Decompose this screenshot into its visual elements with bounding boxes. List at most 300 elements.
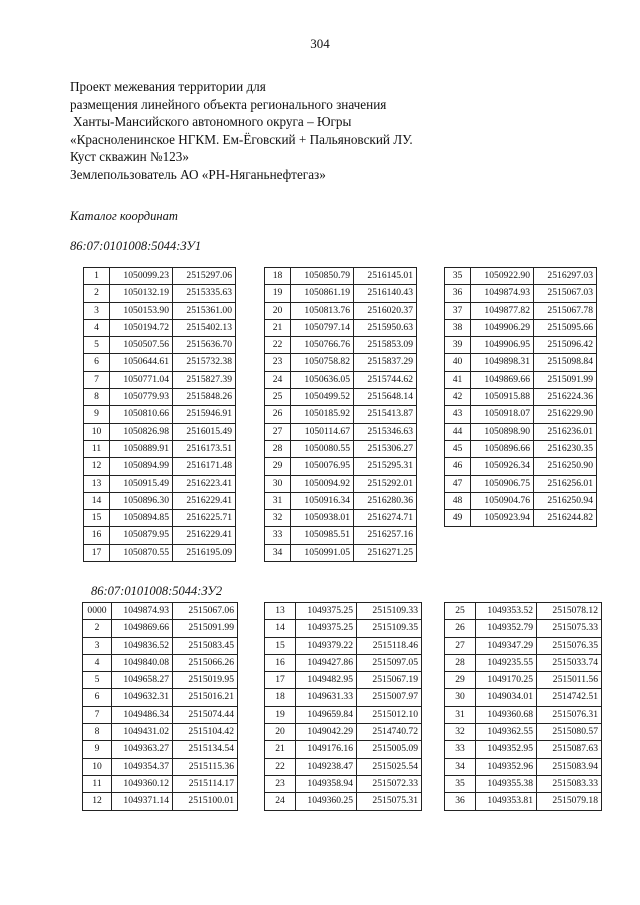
point-number: 37 xyxy=(445,302,471,319)
table-row xyxy=(265,620,422,637)
x-coordinate: 1049176.16 xyxy=(296,741,357,758)
point-number: 3 xyxy=(84,302,110,319)
point-number: 32 xyxy=(445,724,476,741)
x-coordinate: 1050922.90 xyxy=(471,268,534,285)
x-coordinate: 1049375.25 xyxy=(296,603,357,620)
x-coordinate: 1050636.05 xyxy=(291,371,354,388)
zu1-table-col1 xyxy=(83,267,236,562)
x-coordinate: 1049353.52 xyxy=(476,603,537,620)
y-coordinate: 2515950.63 xyxy=(354,319,417,336)
table-row xyxy=(265,302,417,319)
y-coordinate: 2515067.19 xyxy=(357,672,422,689)
table-row xyxy=(84,423,236,440)
point-number: 33 xyxy=(265,527,291,544)
y-coordinate: 2516230.35 xyxy=(534,440,597,457)
y-coordinate: 2515083.33 xyxy=(537,775,602,792)
catalog-caption: Каталог координат xyxy=(70,209,178,223)
y-coordinate: 2515007.97 xyxy=(357,689,422,706)
table-row xyxy=(265,741,422,758)
point-number: 8 xyxy=(84,389,110,406)
point-number: 40 xyxy=(445,354,471,371)
point-number: 4 xyxy=(83,654,112,671)
x-coordinate: 1050779.93 xyxy=(110,389,173,406)
point-number: 43 xyxy=(445,406,471,423)
table-row xyxy=(84,510,236,527)
x-coordinate: 1050991.05 xyxy=(291,544,354,561)
x-coordinate: 1050916.34 xyxy=(291,492,354,509)
point-number: 27 xyxy=(265,423,291,440)
x-coordinate: 1050080.55 xyxy=(291,440,354,457)
table-row xyxy=(265,319,417,336)
x-coordinate: 1050507.56 xyxy=(110,337,173,354)
table-row xyxy=(265,285,417,302)
y-coordinate: 2515012.10 xyxy=(357,706,422,723)
table-row xyxy=(265,775,422,792)
point-number: 8 xyxy=(83,724,112,741)
table-row xyxy=(84,389,236,406)
y-coordinate: 2515744.62 xyxy=(354,371,417,388)
table-row xyxy=(265,793,422,810)
title-line: Куст скважин №123» xyxy=(70,149,189,165)
table-row xyxy=(265,389,417,406)
y-coordinate: 2516223.41 xyxy=(173,475,236,492)
point-number: 21 xyxy=(265,319,291,336)
y-coordinate: 2515636.70 xyxy=(173,337,236,354)
table-row xyxy=(84,527,236,544)
point-number: 5 xyxy=(83,672,112,689)
y-coordinate: 2515078.12 xyxy=(537,603,602,620)
table-row xyxy=(445,371,597,388)
table-row xyxy=(265,475,417,492)
x-coordinate: 1050153.90 xyxy=(110,302,173,319)
y-coordinate: 2516229.41 xyxy=(173,527,236,544)
table-row xyxy=(84,406,236,423)
point-number: 27 xyxy=(445,637,476,654)
point-number: 39 xyxy=(445,337,471,354)
y-coordinate: 2515306.27 xyxy=(354,440,417,457)
point-number: 26 xyxy=(445,620,476,637)
y-coordinate: 2516244.82 xyxy=(534,510,597,527)
point-number: 36 xyxy=(445,285,471,302)
y-coordinate: 2515648.14 xyxy=(354,389,417,406)
table-row xyxy=(445,285,597,302)
y-coordinate: 2516224.36 xyxy=(534,389,597,406)
y-coordinate: 2515097.05 xyxy=(357,654,422,671)
table-row xyxy=(445,440,597,457)
x-coordinate: 1049360.12 xyxy=(112,775,173,792)
point-number: 28 xyxy=(265,440,291,457)
y-coordinate: 2515335.63 xyxy=(173,285,236,302)
x-coordinate: 1050906.75 xyxy=(471,475,534,492)
x-coordinate: 1049869.66 xyxy=(112,620,173,637)
zu2-table-col2 xyxy=(264,602,422,811)
point-number: 30 xyxy=(265,475,291,492)
y-coordinate: 2515853.09 xyxy=(354,337,417,354)
x-coordinate: 1049353.81 xyxy=(476,793,537,810)
x-coordinate: 1049238.47 xyxy=(296,758,357,775)
y-coordinate: 2515095.66 xyxy=(534,319,597,336)
y-coordinate: 2514740.72 xyxy=(357,724,422,741)
table-row xyxy=(265,440,417,457)
point-number: 29 xyxy=(265,458,291,475)
y-coordinate: 2516171.48 xyxy=(173,458,236,475)
point-number: 18 xyxy=(265,268,291,285)
table-row xyxy=(265,510,417,527)
table-row xyxy=(84,302,236,319)
x-coordinate: 1049360.25 xyxy=(296,793,357,810)
table-row xyxy=(445,724,602,741)
table-row xyxy=(445,510,597,527)
point-number: 1 xyxy=(84,268,110,285)
y-coordinate: 2515118.46 xyxy=(357,637,422,654)
x-coordinate: 1050918.07 xyxy=(471,406,534,423)
y-coordinate: 2515011.56 xyxy=(537,672,602,689)
point-number: 20 xyxy=(265,724,296,741)
table-row xyxy=(445,793,602,810)
table-row xyxy=(84,319,236,336)
x-coordinate: 1049906.95 xyxy=(471,337,534,354)
y-coordinate: 2515033.74 xyxy=(537,654,602,671)
table-row xyxy=(445,689,602,706)
table-row xyxy=(265,406,417,423)
table-row xyxy=(84,285,236,302)
page-number: 304 xyxy=(310,36,330,51)
title-line: Ханты-Мансийского автономного округа – Югры xyxy=(73,114,352,130)
x-coordinate: 1050915.88 xyxy=(471,389,534,406)
table-row xyxy=(445,337,597,354)
table-row xyxy=(265,544,417,561)
y-coordinate: 2515114.17 xyxy=(173,775,238,792)
table-row xyxy=(84,544,236,561)
x-coordinate: 1049360.68 xyxy=(476,706,537,723)
table-row xyxy=(265,724,422,741)
table-row xyxy=(83,672,238,689)
point-number: 19 xyxy=(265,285,291,302)
point-number: 44 xyxy=(445,423,471,440)
point-number: 23 xyxy=(265,354,291,371)
table-row xyxy=(445,406,597,423)
point-number: 23 xyxy=(265,775,296,792)
table-row xyxy=(83,603,238,620)
y-coordinate: 2515096.42 xyxy=(534,337,597,354)
point-number: 25 xyxy=(265,389,291,406)
y-coordinate: 2515067.78 xyxy=(534,302,597,319)
x-coordinate: 1050758.82 xyxy=(291,354,354,371)
point-number: 2 xyxy=(83,620,112,637)
x-coordinate: 1050797.14 xyxy=(291,319,354,336)
point-number: 16 xyxy=(265,654,296,671)
y-coordinate: 2516140.43 xyxy=(354,285,417,302)
point-number: 24 xyxy=(265,371,291,388)
point-number: 6 xyxy=(83,689,112,706)
table-row xyxy=(265,672,422,689)
point-number: 41 xyxy=(445,371,471,388)
table-row xyxy=(83,706,238,723)
y-coordinate: 2516195.09 xyxy=(173,544,236,561)
x-coordinate: 1049235.55 xyxy=(476,654,537,671)
y-coordinate: 2516229.90 xyxy=(534,406,597,423)
y-coordinate: 2515025.54 xyxy=(357,758,422,775)
point-number: 32 xyxy=(265,510,291,527)
zu1-table-col2 xyxy=(264,267,417,562)
table-row xyxy=(83,775,238,792)
point-number: 15 xyxy=(265,637,296,654)
x-coordinate: 1050194.72 xyxy=(110,319,173,336)
y-coordinate: 2515087.63 xyxy=(537,741,602,758)
table-row xyxy=(83,741,238,758)
table-row xyxy=(265,654,422,671)
x-coordinate: 1050094.92 xyxy=(291,475,354,492)
y-coordinate: 2516229.41 xyxy=(173,492,236,509)
y-coordinate: 2516297.03 xyxy=(534,268,597,285)
table-row xyxy=(445,672,602,689)
zu2-table-col3 xyxy=(444,602,602,811)
y-coordinate: 2515091.99 xyxy=(173,620,238,637)
y-coordinate: 2514742.51 xyxy=(537,689,602,706)
x-coordinate: 1050132.19 xyxy=(110,285,173,302)
y-coordinate: 2515402.13 xyxy=(173,319,236,336)
x-coordinate: 1050114.67 xyxy=(291,423,354,440)
y-coordinate: 2515100.01 xyxy=(173,793,238,810)
table-row xyxy=(265,337,417,354)
document-title xyxy=(70,78,610,184)
y-coordinate: 2515005.09 xyxy=(357,741,422,758)
point-number: 28 xyxy=(445,654,476,671)
table-row xyxy=(445,302,597,319)
point-number: 20 xyxy=(265,302,291,319)
x-coordinate: 1049170.25 xyxy=(476,672,537,689)
y-coordinate: 2516173.51 xyxy=(173,440,236,457)
x-coordinate: 1050985.51 xyxy=(291,527,354,544)
x-coordinate: 1049874.93 xyxy=(112,603,173,620)
y-coordinate: 2515079.18 xyxy=(537,793,602,810)
x-coordinate: 1049362.55 xyxy=(476,724,537,741)
x-coordinate: 1050850.79 xyxy=(291,268,354,285)
point-number: 0000 xyxy=(83,603,112,620)
table-row xyxy=(84,354,236,371)
x-coordinate: 1050861.19 xyxy=(291,285,354,302)
y-coordinate: 2515019.95 xyxy=(173,672,238,689)
x-coordinate: 1050499.52 xyxy=(291,389,354,406)
x-coordinate: 1050813.76 xyxy=(291,302,354,319)
x-coordinate: 1049354.37 xyxy=(112,758,173,775)
y-coordinate: 2515104.42 xyxy=(173,724,238,741)
x-coordinate: 1050099.23 xyxy=(110,268,173,285)
table-row xyxy=(265,758,422,775)
point-number: 22 xyxy=(265,337,291,354)
table-row xyxy=(445,620,602,637)
x-coordinate: 1050766.76 xyxy=(291,337,354,354)
table-row xyxy=(83,793,238,810)
point-number: 12 xyxy=(83,793,112,810)
y-coordinate: 2515098.84 xyxy=(534,354,597,371)
table-row xyxy=(265,527,417,544)
point-number: 42 xyxy=(445,389,471,406)
point-number: 47 xyxy=(445,475,471,492)
point-number: 10 xyxy=(84,423,110,440)
title-line: Проект межевания территории для xyxy=(70,79,266,94)
x-coordinate: 1049427.86 xyxy=(296,654,357,671)
x-coordinate: 1049869.66 xyxy=(471,371,534,388)
table-row xyxy=(83,654,238,671)
point-number: 13 xyxy=(84,475,110,492)
x-coordinate: 1049355.38 xyxy=(476,775,537,792)
y-coordinate: 2515109.35 xyxy=(357,620,422,637)
y-coordinate: 2515067.03 xyxy=(534,285,597,302)
y-coordinate: 2516250.90 xyxy=(534,458,597,475)
y-coordinate: 2515075.31 xyxy=(357,793,422,810)
y-coordinate: 2516145.01 xyxy=(354,268,417,285)
point-number: 26 xyxy=(265,406,291,423)
point-number: 17 xyxy=(265,672,296,689)
point-number: 13 xyxy=(265,603,296,620)
x-coordinate: 1050889.91 xyxy=(110,440,173,457)
table-row xyxy=(445,775,602,792)
point-number: 24 xyxy=(265,793,296,810)
y-coordinate: 2515072.33 xyxy=(357,775,422,792)
x-coordinate: 1050896.66 xyxy=(471,440,534,457)
point-number: 7 xyxy=(84,371,110,388)
x-coordinate: 1050923.94 xyxy=(471,510,534,527)
y-coordinate: 2515075.33 xyxy=(537,620,602,637)
y-coordinate: 2515837.29 xyxy=(354,354,417,371)
point-number: 4 xyxy=(84,319,110,336)
y-coordinate: 2515946.91 xyxy=(173,406,236,423)
y-coordinate: 2515115.36 xyxy=(173,758,238,775)
point-number: 46 xyxy=(445,458,471,475)
point-number: 3 xyxy=(83,637,112,654)
table-row xyxy=(445,706,602,723)
table-row xyxy=(84,440,236,457)
table-row xyxy=(445,492,597,509)
point-number: 5 xyxy=(84,337,110,354)
y-coordinate: 2515848.26 xyxy=(173,389,236,406)
x-coordinate: 1050879.95 xyxy=(110,527,173,544)
table-row xyxy=(83,758,238,775)
point-number: 9 xyxy=(84,406,110,423)
y-coordinate: 2515346.63 xyxy=(354,423,417,440)
table-row xyxy=(83,620,238,637)
y-coordinate: 2515076.35 xyxy=(537,637,602,654)
point-number: 12 xyxy=(84,458,110,475)
x-coordinate: 1050938.01 xyxy=(291,510,354,527)
x-coordinate: 1050926.34 xyxy=(471,458,534,475)
y-coordinate: 2516015.49 xyxy=(173,423,236,440)
table-row xyxy=(445,654,602,671)
point-number: 35 xyxy=(445,268,471,285)
point-number: 30 xyxy=(445,689,476,706)
table-row xyxy=(84,458,236,475)
y-coordinate: 2516271.25 xyxy=(354,544,417,561)
table-row xyxy=(445,354,597,371)
x-coordinate: 1049877.82 xyxy=(471,302,534,319)
y-coordinate: 2515091.99 xyxy=(534,371,597,388)
x-coordinate: 1049632.31 xyxy=(112,689,173,706)
x-coordinate: 1050826.98 xyxy=(110,423,173,440)
point-number: 31 xyxy=(265,492,291,509)
y-coordinate: 2515080.57 xyxy=(537,724,602,741)
point-number: 29 xyxy=(445,672,476,689)
table-row xyxy=(84,492,236,509)
x-coordinate: 1049658.27 xyxy=(112,672,173,689)
table-row xyxy=(265,458,417,475)
x-coordinate: 1049371.14 xyxy=(112,793,173,810)
title-line: «Красноленинское НГКМ. Ем-Ёговский + Пальяновский ЛУ. xyxy=(70,131,413,147)
y-coordinate: 2516280.36 xyxy=(354,492,417,509)
table-row xyxy=(445,423,597,440)
x-coordinate: 1050896.30 xyxy=(110,492,173,509)
title-line: размещения линейного объекта регионального значения xyxy=(70,96,387,112)
y-coordinate: 2515083.94 xyxy=(537,758,602,775)
x-coordinate: 1049352.95 xyxy=(476,741,537,758)
x-coordinate: 1049898.31 xyxy=(471,354,534,371)
table-row xyxy=(84,475,236,492)
y-coordinate: 2515076.31 xyxy=(537,706,602,723)
zu2-table-col1 xyxy=(82,602,238,811)
point-number: 48 xyxy=(445,492,471,509)
point-number: 25 xyxy=(445,603,476,620)
y-coordinate: 2515109.33 xyxy=(357,603,422,620)
point-number: 49 xyxy=(445,510,471,527)
y-coordinate: 2516020.37 xyxy=(354,302,417,319)
point-number: 35 xyxy=(445,775,476,792)
zu1-label: 86:07:0101008:5044:ЗУ1 xyxy=(70,239,202,253)
x-coordinate: 1050894.85 xyxy=(110,510,173,527)
y-coordinate: 2515134.54 xyxy=(173,741,238,758)
point-number: 33 xyxy=(445,741,476,758)
table-row xyxy=(445,637,602,654)
table-row xyxy=(445,268,597,285)
point-number: 36 xyxy=(445,793,476,810)
y-coordinate: 2515074.44 xyxy=(173,706,238,723)
table-row xyxy=(265,423,417,440)
point-number: 2 xyxy=(84,285,110,302)
x-coordinate: 1049840.08 xyxy=(112,654,173,671)
table-row xyxy=(445,319,597,336)
table-row xyxy=(445,389,597,406)
y-coordinate: 2515413.87 xyxy=(354,406,417,423)
x-coordinate: 1050185.92 xyxy=(291,406,354,423)
table-row xyxy=(83,637,238,654)
x-coordinate: 1050915.49 xyxy=(110,475,173,492)
table-row xyxy=(445,758,602,775)
y-coordinate: 2516250.94 xyxy=(534,492,597,509)
x-coordinate: 1049375.25 xyxy=(296,620,357,637)
y-coordinate: 2515297.06 xyxy=(173,268,236,285)
table-row xyxy=(265,354,417,371)
point-number: 11 xyxy=(83,775,112,792)
table-row xyxy=(265,689,422,706)
x-coordinate: 1049836.52 xyxy=(112,637,173,654)
x-coordinate: 1049034.01 xyxy=(476,689,537,706)
point-number: 14 xyxy=(84,492,110,509)
table-row xyxy=(265,371,417,388)
zu1-table-col3 xyxy=(444,267,597,527)
y-coordinate: 2515083.45 xyxy=(173,637,238,654)
x-coordinate: 1049906.29 xyxy=(471,319,534,336)
point-number: 16 xyxy=(84,527,110,544)
x-coordinate: 1050076.95 xyxy=(291,458,354,475)
y-coordinate: 2515295.31 xyxy=(354,458,417,475)
x-coordinate: 1050898.90 xyxy=(471,423,534,440)
x-coordinate: 1049352.79 xyxy=(476,620,537,637)
point-number: 34 xyxy=(445,758,476,775)
y-coordinate: 2515732.38 xyxy=(173,354,236,371)
point-number: 6 xyxy=(84,354,110,371)
point-number: 19 xyxy=(265,706,296,723)
y-coordinate: 2515016.21 xyxy=(173,689,238,706)
y-coordinate: 2516236.01 xyxy=(534,423,597,440)
